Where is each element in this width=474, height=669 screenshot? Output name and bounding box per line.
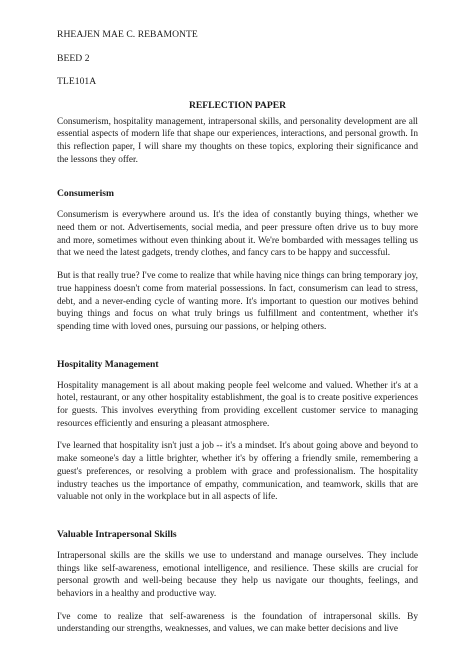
section-heading-hospitality: Hospitality Management: [57, 358, 159, 370]
course-label: BEED 2: [57, 52, 90, 64]
intrapersonal-paragraph-1: Intrapersonal skills are the skills we use to understand and manage ourselves. They include things like self-awareness, emotional intelligence, and resilience. These skills are crucial for personal growth and well-being because they help us navigate our thoughts, feelings, and behaviors in a healthy and productive way.: [57, 550, 418, 600]
hospitality-paragraph-1: Hospitality management is all about making people feel welcome and valued. Whether it's at a hotel, restaurant, or any other hospitality establishment, the goal is to create positive experiences for guests. This involves everything from providing excellent customer service to managing resources efficiently and ensuring a pleasant atmosphere.: [57, 380, 418, 429]
paper-title: REFLECTION PAPER: [188, 99, 287, 111]
intro-paragraph: Consumerism, hospitality management, intrapersonal skills, and personality development are all essential aspects of modern life that shape our experiences, interactions, and personal growth. In this reflection paper, I will share my thoughts on these topics, exploring their significance and the lessons they offer.: [57, 116, 418, 165]
intrapersonal-paragraph-2: I've come to realize that self-awareness is the foundation of intrapersonal skills. By understanding our strengths, weaknesses, and values, we can make better decisions and live: [57, 611, 418, 635]
section-heading-intrapersonal: Valuable Intrapersonal Skills: [57, 528, 177, 540]
subject-code: TLE101A: [57, 76, 97, 87]
hospitality-paragraph-2: I've learned that hospitality isn't just a job -- it's a mindset. It's about going above and beyond to make someone's day a little brighter, whether it's by offering a friendly smile, remembering a guest's preferences, or resolving a problem with grace and professionalism. The hospitality industry teaches us the importance of empathy, communication, and teamwork, skills that are valuable not only in the workplace but in all aspects of life.: [57, 441, 418, 503]
consumerism-paragraph-1: Consumerism is everywhere around us. It's the idea of constantly buying things, whether we need them or not. Advertisements, social media, and peer pressure often drive us to buy more and more, sometimes without even thinking about it. We're bombarded with messages telling us that we need the latest gadgets, trendy clothes, and fancy cars to be happy and successful.: [57, 210, 418, 259]
section-heading-consumerism: Consumerism: [57, 188, 115, 200]
consumerism-paragraph-2: But is that really true? I've come to realize that while having nice things can bring temporary joy, true happiness doesn't come from material possessions. In fact, consumerism can lead to stress, debt, and a never-ending cycle of wanting more. It's important to question our motives behind buying things and focus on what truly brings us fulfillment and contentment, whether it's spending time with loved ones, pursuing our passions, or helping others.: [57, 271, 418, 332]
author-name: RHEAJEN MAE C. REBAMONTE: [57, 29, 198, 40]
